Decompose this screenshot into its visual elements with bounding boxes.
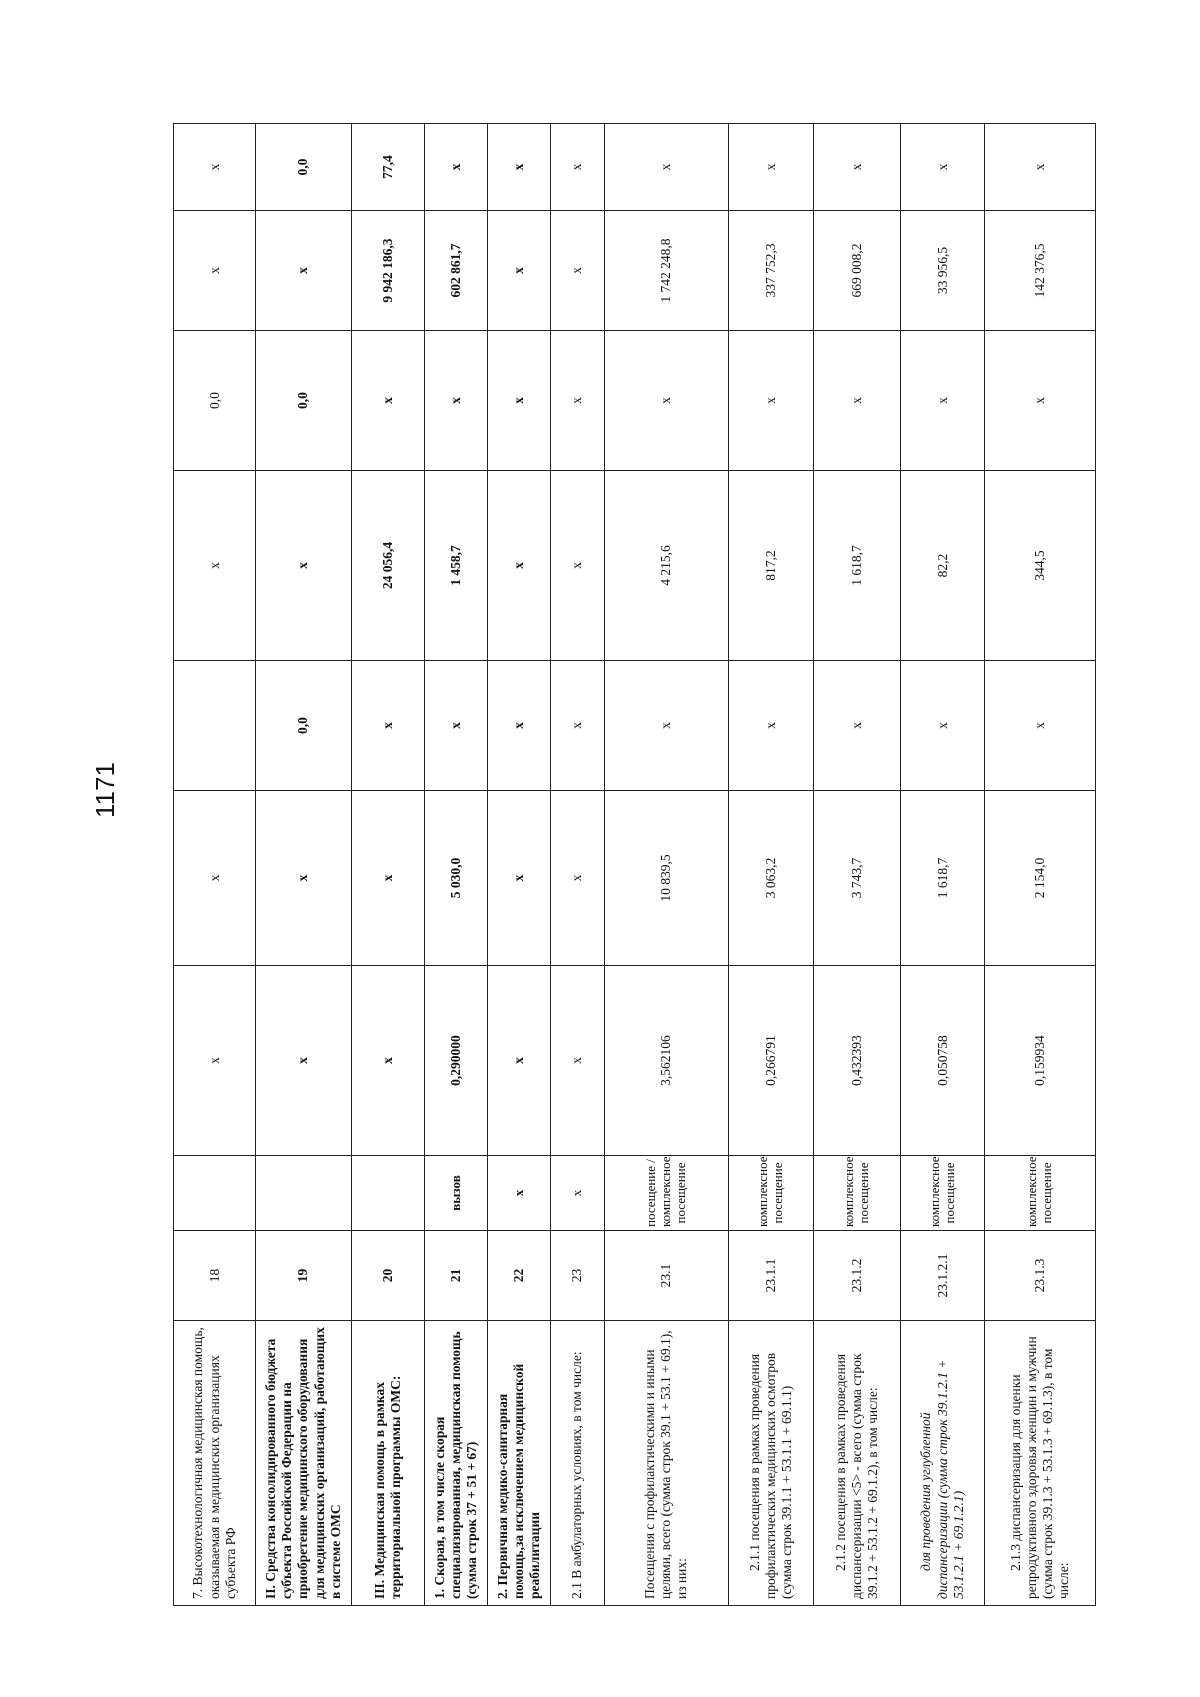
financing-table [173,123,1096,1606]
volume-norm-cell: х [488,966,551,1156]
oms-cost-cell: 344,5 [985,471,1096,661]
line-number-cell: 23.1.1 [728,1231,814,1321]
unit-cell: комплексное посещение [900,1156,985,1231]
row-name-cell [814,1321,901,1606]
volume-norm-cell: х [351,966,425,1156]
row-name-cell: Посещения с профилактическими и иными целями, всего (сумма строк 39.1 + 53.1 + 69.1), из них: [605,1321,729,1606]
budget-cost-cell [174,661,256,791]
oms-cost-cell: х [550,471,604,661]
volume-norm-cell: 3,562106 [605,966,729,1156]
line-number-cell: 23 [550,1231,604,1321]
budget-cost-cell: х [488,661,551,791]
unit-cell [256,1156,351,1231]
row-name-text: 2.1.1 посещения в рамках проведения профилактических медицинских осмотров (сумма строк 39.1.1 + 53.1.1 + 69.1.1) [746,1352,795,1599]
unit-cell [351,1156,425,1231]
share-cell: х [488,124,551,211]
budget-total-cell: х [814,331,901,471]
volume-norm-cell: 0,290000 [425,966,488,1156]
line-number-cell: 21 [425,1231,488,1321]
rotated-table-frame [173,124,1096,1606]
line-number-cell: 23.1 [605,1231,729,1321]
line-number-cell: 23.1.2.1 [900,1231,985,1321]
table-row [728,124,814,1606]
table-body [174,124,1096,1606]
table-row [900,124,985,1606]
budget-total-cell: х [425,331,488,471]
row-name-cell [985,1321,1096,1606]
budget-cost-cell: х [425,661,488,791]
budget-total-cell: х [728,331,814,471]
cost-norm-cell: 5 030,0 [425,791,488,966]
share-cell: х [728,124,814,211]
unit-cell: комплексное посещение [728,1156,814,1231]
line-number-cell: 18 [174,1231,256,1321]
share-cell: х [985,124,1096,211]
table-row [174,124,256,1606]
row-name-cell: 2.1 В амбулаторных условиях, в том числе: [550,1321,604,1606]
line-number-cell: 20 [351,1231,425,1321]
line-number-cell: 23.1.2 [814,1231,901,1321]
row-name-cell: 7. Высокотехнологичная медицинская помощь, оказываемая в медицинских организациях субъекта РФ [174,1321,256,1606]
cost-norm-cell: 3 063,2 [728,791,814,966]
unit-cell: посещение / комплексное посещение [605,1156,729,1231]
budget-cost-cell: х [814,661,901,791]
budget-cost-cell: х [605,661,729,791]
row-name-text: для проведения углубленной диспансеризации (сумма строк 39.1.2.1 + 53.1.2.1 + 69.1.2.1) [918,1359,966,1599]
oms-cost-cell: х [488,471,551,661]
budget-total-cell: х [605,331,729,471]
table-row [605,124,729,1606]
budget-cost-cell: х [900,661,985,791]
line-number-cell: 22 [488,1231,551,1321]
row-name-text: 2.1.2 посещения в рамках проведения диспансеризации <5> - всего (сумма строк 39.1.2 + 53.1.2 + 69.1.2), в том числе: [832,1353,881,1599]
row-name-cell: 2. Первичная медико-санитарная помощь,за исключением медицинской реабилитации [488,1321,551,1606]
unit-cell: х [488,1156,551,1231]
share-cell: 77,4 [351,124,425,211]
table-row [488,124,551,1606]
oms-cost-cell: 1 618,7 [814,471,901,661]
unit-cell: комплексное посещение [814,1156,901,1231]
oms-total-cell: х [256,211,351,331]
volume-norm-cell: х [256,966,351,1156]
volume-norm-cell: 0,266791 [728,966,814,1156]
oms-total-cell: х [488,211,551,331]
oms-total-cell: х [550,211,604,331]
share-cell: х [550,124,604,211]
cost-norm-cell: х [174,791,256,966]
oms-total-cell: 33 956,5 [900,211,985,331]
row-name-cell: II. Средства консолидированного бюджета субъекта Российской Федерации на приобретение медицинского оборудования для медицинских организаций, работающих в системе ОМС [256,1321,351,1606]
budget-total-cell: х [985,331,1096,471]
table-row [351,124,425,1606]
volume-norm-cell: х [550,966,604,1156]
volume-norm-cell: 0,050758 [900,966,985,1156]
oms-cost-cell: х [174,471,256,661]
unit-cell [174,1156,256,1231]
cost-norm-cell: 2 154,0 [985,791,1096,966]
volume-norm-cell: 0,432393 [814,966,901,1156]
budget-cost-cell: х [728,661,814,791]
share-cell: х [425,124,488,211]
row-name-text: 2.1.3 диспансеризация для оценки репродуктивного здоровья женщин и мужчин (сумма строк 39.1.3 + 53.1.3 + 69.1.3), в том числе: [1007,1336,1072,1599]
budget-cost-cell: х [550,661,604,791]
cost-norm-cell: 1 618,7 [900,791,985,966]
budget-cost-cell: х [351,661,425,791]
budget-cost-cell: 0,0 [256,661,351,791]
oms-total-cell: 602 861,7 [425,211,488,331]
table-row [814,124,901,1606]
oms-total-cell: 1 742 248,8 [605,211,729,331]
budget-total-cell: х [900,331,985,471]
oms-cost-cell: 24 056,4 [351,471,425,661]
row-name-cell: III. Медицинская помощь в рамках территориальной программы ОМС: [351,1321,425,1606]
oms-cost-cell: 1 458,7 [425,471,488,661]
share-cell: 0,0 [256,124,351,211]
budget-total-cell: 0,0 [256,331,351,471]
line-number-cell: 19 [256,1231,351,1321]
oms-cost-cell: 82,2 [900,471,985,661]
line-number-cell: 23.1.3 [985,1231,1096,1321]
budget-total-cell: х [488,331,551,471]
oms-total-cell: 142 376,5 [985,211,1096,331]
cost-norm-cell: 10 839,5 [605,791,729,966]
cost-norm-cell: х [488,791,551,966]
cost-norm-cell: х [351,791,425,966]
share-cell: х [605,124,729,211]
oms-cost-cell: 817,2 [728,471,814,661]
volume-norm-cell: х [174,966,256,1156]
budget-total-cell: х [550,331,604,471]
unit-cell: вызов [425,1156,488,1231]
share-cell: х [900,124,985,211]
cost-norm-cell: х [550,791,604,966]
oms-total-cell: 669 008,2 [814,211,901,331]
budget-cost-cell: х [985,661,1096,791]
share-cell: х [814,124,901,211]
unit-cell: х [550,1156,604,1231]
budget-total-cell: х [351,331,425,471]
row-name-cell: 1. Скорая, в том числе скорая специализированная, медицинская помощь (сумма строк 37 + 51 + 67) [425,1321,488,1606]
volume-norm-cell: 0,159934 [985,966,1096,1156]
table-row [550,124,604,1606]
budget-total-cell: 0,0 [174,331,256,471]
table-row [256,124,351,1606]
cost-norm-cell: 3 743,7 [814,791,901,966]
row-name-cell [900,1321,985,1606]
oms-total-cell: 9 942 186,3 [351,211,425,331]
page-number: 1171 [90,762,120,818]
unit-cell: комплексное посещение [985,1156,1096,1231]
oms-cost-cell: 4 215,6 [605,471,729,661]
oms-total-cell: х [174,211,256,331]
cost-norm-cell: х [256,791,351,966]
oms-total-cell: 337 752,3 [728,211,814,331]
table-row [985,124,1096,1606]
row-name-cell [728,1321,814,1606]
table-row [425,124,488,1606]
share-cell: х [174,124,256,211]
oms-cost-cell: х [256,471,351,661]
table-container [173,124,1096,1606]
